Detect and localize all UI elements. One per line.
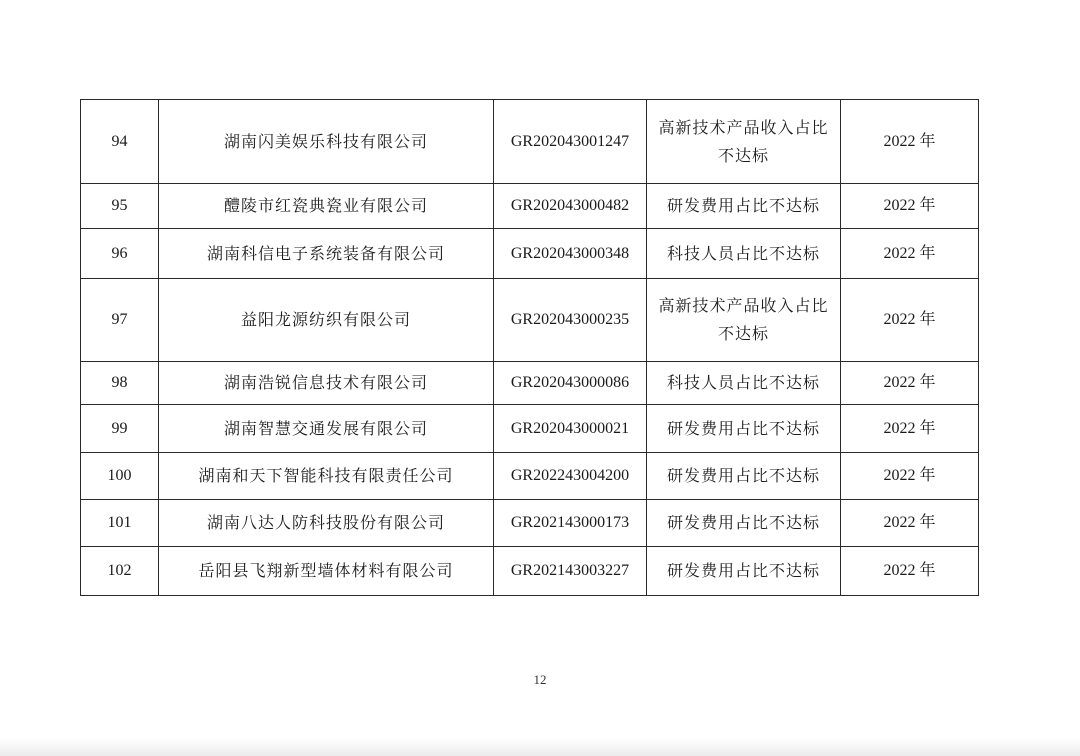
table-row	[81, 279, 979, 362]
reason-text: 科技人员占比不达标	[666, 373, 820, 392]
certificate-code: GR202143000173	[494, 500, 647, 547]
row-number: 97	[81, 279, 159, 362]
row-number: 100	[81, 453, 159, 500]
table-row	[81, 500, 979, 547]
year-cell: 2022 年	[841, 453, 979, 500]
revocation-list-table	[80, 99, 979, 596]
row-number: 94	[81, 100, 159, 184]
table-row	[81, 229, 979, 279]
year-cell: 2022 年	[841, 184, 979, 229]
certificate-code: GR202043000235	[494, 279, 647, 362]
company-name: 湖南浩锐信息技术有限公司	[159, 362, 494, 405]
reason-cell	[647, 100, 841, 184]
reason-text: 研发费用占比不达标	[666, 561, 820, 580]
table-row	[81, 100, 979, 184]
company-name: 醴陵市红瓷典瓷业有限公司	[159, 184, 494, 229]
reason-text: 科技人员占比不达标	[666, 243, 820, 263]
year-cell: 2022 年	[841, 279, 979, 362]
company-name: 湖南科信电子系统装备有限公司	[159, 229, 494, 279]
reason-cell	[647, 547, 841, 596]
certificate-code: GR202143003227	[494, 547, 647, 596]
reason-text: 研发费用占比不达标	[666, 513, 820, 532]
reason-text: 研发费用占比不达标	[666, 466, 820, 485]
company-name: 湖南闪美娱乐科技有限公司	[159, 100, 494, 184]
reason-cell	[647, 453, 841, 500]
row-number: 102	[81, 547, 159, 596]
row-number: 95	[81, 184, 159, 229]
company-name: 湖南和天下智能科技有限责任公司	[159, 453, 494, 500]
certificate-code: GR202243004200	[494, 453, 647, 500]
table-row	[81, 453, 979, 500]
certificate-code: GR202043000086	[494, 362, 647, 405]
reason-text: 研发费用占比不达标	[666, 418, 820, 438]
year-cell: 2022 年	[841, 100, 979, 184]
year-cell: 2022 年	[841, 547, 979, 596]
row-number: 98	[81, 362, 159, 405]
page-edge-shadow	[0, 738, 1080, 756]
table-row	[81, 547, 979, 596]
year-cell: 2022 年	[841, 500, 979, 547]
reason-text: 研发费用占比不达标	[666, 196, 820, 215]
reason-cell	[647, 184, 841, 229]
company-name: 益阳龙源纺织有限公司	[159, 279, 494, 362]
company-name: 湖南八达人防科技股份有限公司	[159, 500, 494, 547]
certificate-code: GR202043000348	[494, 229, 647, 279]
row-number: 96	[81, 229, 159, 279]
year-cell: 2022 年	[841, 229, 979, 279]
row-number: 101	[81, 500, 159, 547]
reason-cell	[647, 279, 841, 362]
reason-cell	[647, 362, 841, 405]
certificate-code: GR202043000021	[494, 405, 647, 453]
certificate-code: GR202043000482	[494, 184, 647, 229]
reason-text: 高新技术产品收入占比不达标	[658, 117, 829, 165]
year-cell: 2022 年	[841, 362, 979, 405]
table-row	[81, 362, 979, 405]
reason-text: 高新技术产品收入占比不达标	[658, 296, 829, 343]
reason-cell	[647, 405, 841, 453]
certificate-code: GR202043001247	[494, 100, 647, 184]
page-number: 12	[533, 672, 547, 687]
row-number: 99	[81, 405, 159, 453]
table-row	[81, 184, 979, 229]
reason-cell	[647, 500, 841, 547]
table-row	[81, 405, 979, 453]
reason-cell	[647, 229, 841, 279]
company-name: 湖南智慧交通发展有限公司	[159, 405, 494, 453]
year-cell: 2022 年	[841, 405, 979, 453]
company-name: 岳阳县飞翔新型墙体材料有限公司	[159, 547, 494, 596]
